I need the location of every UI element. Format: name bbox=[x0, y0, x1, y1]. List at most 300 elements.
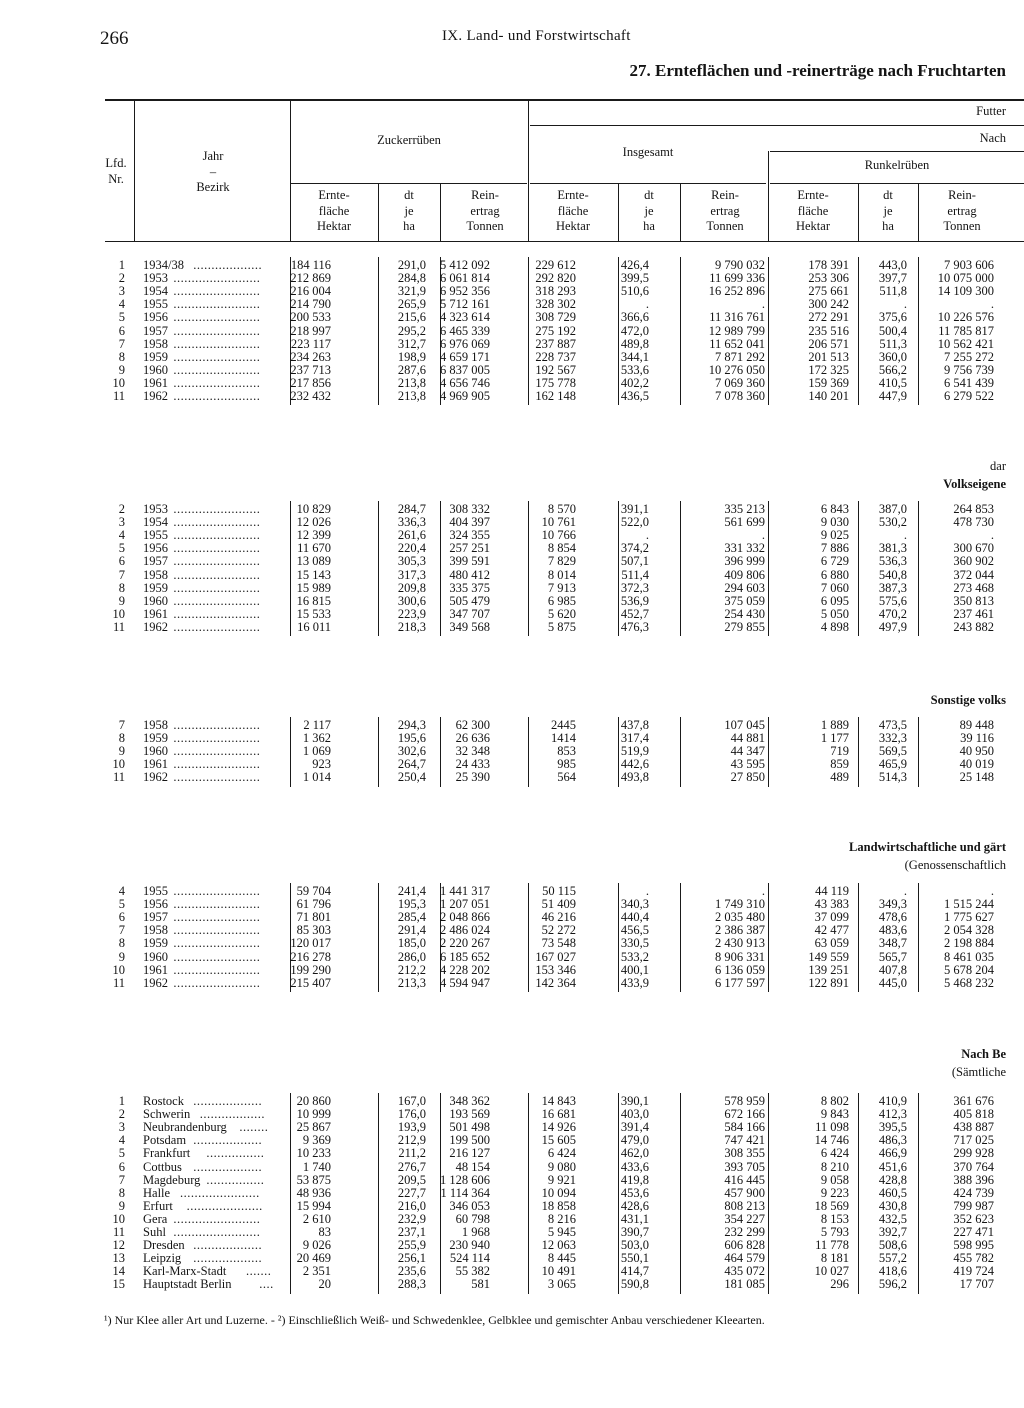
zucker-rule bbox=[291, 183, 527, 184]
leader-dots: ........................ bbox=[173, 310, 261, 325]
table-cell: 2 220 267 bbox=[440, 936, 490, 951]
row-number: 14 bbox=[112, 1264, 125, 1279]
row-number: 1 bbox=[118, 1094, 125, 1108]
table-cell: 256,1 bbox=[397, 1251, 426, 1266]
table-row bbox=[0, 1108, 1024, 1121]
table-cell: 4 898 bbox=[820, 619, 849, 634]
row-label: 1958 bbox=[143, 567, 168, 582]
header-jahr-bezirk: Jahr – Bezirk bbox=[196, 149, 230, 194]
table-cell: 9 025 bbox=[820, 528, 849, 543]
table-cell: 508,6 bbox=[878, 1238, 907, 1253]
table-cell: 5 678 204 bbox=[944, 962, 994, 977]
table-cell: 9 369 bbox=[302, 1133, 331, 1148]
table-cell: 122 891 bbox=[808, 975, 849, 990]
table-row bbox=[0, 259, 1024, 272]
table-cell: 73 548 bbox=[541, 936, 576, 951]
table-cell: 42 477 bbox=[814, 923, 849, 938]
table-cell: 407,8 bbox=[878, 962, 907, 977]
table-cell: . bbox=[990, 884, 994, 898]
table-cell: 5 875 bbox=[547, 619, 576, 634]
table-cell: 18 569 bbox=[814, 1198, 849, 1213]
table-cell: . bbox=[645, 297, 649, 312]
table-cell: 232,9 bbox=[397, 1211, 426, 1226]
table-cell: 10 276 050 bbox=[708, 362, 765, 377]
row-label: 1959 bbox=[143, 580, 168, 595]
row-number: 5 bbox=[118, 897, 125, 912]
leader-dots: ........................ bbox=[173, 949, 261, 964]
table-row bbox=[0, 719, 1024, 732]
table-cell: 8 802 bbox=[820, 1094, 849, 1108]
table-cell: 9 058 bbox=[820, 1172, 849, 1187]
table-cell: 403,0 bbox=[620, 1107, 649, 1122]
table-cell: 445,0 bbox=[878, 975, 907, 990]
table-cell: 533,6 bbox=[620, 362, 649, 377]
table-cell: 8 445 bbox=[547, 1251, 576, 1266]
header-rr-rein: Rein- ertrag Tonnen bbox=[943, 188, 981, 233]
row-number: 8 bbox=[118, 936, 125, 951]
leader-dots: ........................ bbox=[173, 910, 261, 925]
table-row bbox=[0, 911, 1024, 924]
table-cell: 352 623 bbox=[953, 1211, 994, 1226]
table-cell: 175 778 bbox=[535, 375, 576, 390]
table-cell: 172 325 bbox=[808, 362, 849, 377]
table-cell: 10 491 bbox=[541, 1264, 576, 1279]
table-cell: 390,1 bbox=[620, 1094, 649, 1108]
table-cell: 284,7 bbox=[397, 502, 426, 516]
table-cell: 287,6 bbox=[397, 362, 426, 377]
row-label: 1958 bbox=[143, 923, 168, 938]
table-cell: 308 355 bbox=[724, 1146, 765, 1161]
table-cell: 511,3 bbox=[879, 336, 907, 351]
table-cell: 372,3 bbox=[620, 580, 649, 595]
table-cell: 273 468 bbox=[953, 580, 994, 595]
row-number: 9 bbox=[118, 744, 125, 759]
leader-dots: ........................ bbox=[173, 284, 261, 299]
hdr-vline-8 bbox=[680, 183, 681, 241]
table-cell: 284,8 bbox=[397, 271, 426, 286]
table-cell: 514,3 bbox=[878, 770, 907, 785]
table-row bbox=[0, 1278, 1024, 1291]
table-cell: 214 790 bbox=[290, 297, 331, 312]
leader-dots: ........................ bbox=[173, 541, 261, 556]
table-cell: 83 bbox=[318, 1225, 331, 1239]
table-cell: 370 764 bbox=[953, 1159, 994, 1174]
table-cell: 20 bbox=[318, 1277, 331, 1292]
table-cell: 8 461 035 bbox=[944, 949, 994, 964]
table-cell: 550,1 bbox=[620, 1251, 649, 1266]
table-cell: 391,1 bbox=[620, 502, 649, 516]
table-cell: 426,4 bbox=[620, 258, 649, 272]
row-number: 9 bbox=[118, 949, 125, 964]
table-cell: 211,2 bbox=[398, 1146, 426, 1161]
table-cell: 7 903 606 bbox=[944, 258, 994, 272]
table-cell: 460,5 bbox=[878, 1185, 907, 1200]
table-cell: 275 661 bbox=[808, 284, 849, 299]
row-label: 1957 bbox=[143, 554, 168, 569]
table-cell: 565,7 bbox=[878, 949, 907, 964]
table-row bbox=[0, 377, 1024, 390]
table-cell: 11 778 bbox=[815, 1238, 849, 1253]
table-cell: 7 871 292 bbox=[715, 349, 765, 364]
table-cell: 470,2 bbox=[878, 606, 907, 621]
table-cell: 374,2 bbox=[620, 541, 649, 556]
table-cell: 51 409 bbox=[541, 897, 576, 912]
table-cell: 387,3 bbox=[878, 580, 907, 595]
table-cell: 747 421 bbox=[724, 1133, 765, 1148]
hdr-vline-4 bbox=[378, 183, 379, 241]
table-cell: 381,3 bbox=[878, 541, 907, 556]
table-cell: 536,3 bbox=[878, 554, 907, 569]
row-number: 5 bbox=[118, 541, 125, 556]
table-cell: 335 375 bbox=[449, 580, 490, 595]
table-cell: 237 887 bbox=[535, 336, 576, 351]
table-cell: 442,6 bbox=[620, 757, 649, 772]
leader-dots: ........................ bbox=[173, 897, 261, 912]
table-cell: 596,2 bbox=[878, 1277, 907, 1292]
table-cell: . bbox=[903, 528, 907, 543]
row-number: 5 bbox=[118, 310, 125, 325]
table-cell: 478,6 bbox=[878, 910, 907, 925]
leader-dots: ........................ bbox=[173, 362, 261, 377]
table-cell: 15 994 bbox=[296, 1198, 331, 1213]
page-number: 266 bbox=[100, 28, 129, 49]
table-cell: 447,9 bbox=[878, 389, 907, 403]
table-cell: 536,9 bbox=[620, 593, 649, 608]
table-cell: 410,5 bbox=[878, 375, 907, 390]
table-cell: 10 027 bbox=[814, 1264, 849, 1279]
table-cell: 216 004 bbox=[290, 284, 331, 299]
row-label: Suhl bbox=[143, 1225, 166, 1239]
table-cell: 9 843 bbox=[820, 1107, 849, 1122]
row-label: 1953 bbox=[143, 271, 168, 286]
header-rr-dt: dt je ha bbox=[882, 188, 894, 233]
table-cell: 12 026 bbox=[296, 515, 331, 530]
table-cell: 255,9 bbox=[397, 1238, 426, 1253]
table-cell: 159 369 bbox=[808, 375, 849, 390]
leader-dots: ................ bbox=[206, 1146, 265, 1161]
table-cell: 213,8 bbox=[397, 375, 426, 390]
table-row bbox=[0, 977, 1024, 990]
table-cell: 10 761 bbox=[541, 515, 576, 530]
row-number: 6 bbox=[118, 910, 125, 925]
table-cell: 436,5 bbox=[620, 389, 649, 403]
row-number: 10 bbox=[112, 606, 125, 621]
chapter-title: IX. Land- und Forstwirtschaft bbox=[442, 28, 631, 44]
table-cell: 1 749 310 bbox=[715, 897, 765, 912]
table-cell: 1 207 051 bbox=[440, 897, 490, 912]
table-cell: 503,0 bbox=[620, 1238, 649, 1253]
leader-dots: ........................ bbox=[173, 757, 261, 772]
table-cell: 44 347 bbox=[730, 744, 765, 759]
table-cell: 324 355 bbox=[449, 528, 490, 543]
table-row bbox=[0, 964, 1024, 977]
table-cell: 719 bbox=[830, 744, 849, 759]
table-cell: 25 867 bbox=[296, 1120, 331, 1135]
table-cell: 237 713 bbox=[290, 362, 331, 377]
table-cell: 437,8 bbox=[620, 718, 649, 732]
row-label: 1962 bbox=[143, 975, 168, 990]
table-cell: 923 bbox=[312, 757, 331, 772]
table-cell: 1 128 606 bbox=[440, 1172, 490, 1187]
table-cell: 7 913 bbox=[547, 580, 576, 595]
table-cell: 8 216 bbox=[547, 1211, 576, 1226]
table-cell: 300,6 bbox=[397, 593, 426, 608]
table-cell: 220,4 bbox=[397, 541, 426, 556]
table-cell: 213,3 bbox=[397, 975, 426, 990]
table-cell: 7 255 272 bbox=[944, 349, 994, 364]
table-cell: 11 098 bbox=[815, 1120, 849, 1135]
table-cell: 317,3 bbox=[397, 567, 426, 582]
table-cell: 8 570 bbox=[547, 502, 576, 516]
leader-dots: ........................ bbox=[173, 593, 261, 608]
table-cell: 264,7 bbox=[397, 757, 426, 772]
table-cell: 480 412 bbox=[449, 567, 490, 582]
table-cell: 2 430 913 bbox=[715, 936, 765, 951]
table-cell: 200 533 bbox=[290, 310, 331, 325]
table-cell: 335 213 bbox=[724, 502, 765, 516]
leader-dots: ........................ bbox=[173, 619, 261, 634]
table-cell: 409 806 bbox=[724, 567, 765, 582]
table-row bbox=[0, 582, 1024, 595]
table-cell: 181 085 bbox=[724, 1277, 765, 1292]
row-label: Magdeburg bbox=[143, 1172, 201, 1187]
table-cell: 24 433 bbox=[455, 757, 490, 772]
table-cell: 566,2 bbox=[878, 362, 907, 377]
table-cell: 419 724 bbox=[953, 1264, 994, 1279]
table-cell: 218 997 bbox=[290, 323, 331, 338]
leader-dots: ........................ bbox=[173, 271, 261, 286]
table-cell: 192 567 bbox=[535, 362, 576, 377]
row-label: 1954 bbox=[143, 284, 168, 299]
table-cell: 489 bbox=[830, 770, 849, 785]
table-cell: 13 089 bbox=[296, 554, 331, 569]
table-cell: 12 063 bbox=[541, 1238, 576, 1253]
table-cell: 456,5 bbox=[620, 923, 649, 938]
table-cell: 10 766 bbox=[541, 528, 576, 543]
row-number: 5 bbox=[118, 1146, 125, 1161]
table-cell: 6 095 bbox=[820, 593, 849, 608]
table-cell: 8 153 bbox=[820, 1211, 849, 1226]
table-cell: 440,4 bbox=[620, 910, 649, 925]
table-cell: 199 500 bbox=[449, 1133, 490, 1148]
row-number: 4 bbox=[118, 884, 125, 898]
table-cell: 853 bbox=[557, 744, 576, 759]
table-cell: 40 950 bbox=[959, 744, 994, 759]
table-cell: 328 302 bbox=[535, 297, 576, 312]
table-cell: 5 945 bbox=[547, 1225, 576, 1239]
row-label: 1960 bbox=[143, 744, 168, 759]
table-cell: 2 386 387 bbox=[715, 923, 765, 938]
table-cell: 300 242 bbox=[808, 297, 849, 312]
table-cell: 360,0 bbox=[878, 349, 907, 364]
leader-dots: ........................ bbox=[173, 336, 261, 351]
table-cell: 340,3 bbox=[620, 897, 649, 912]
table-cell: 46 216 bbox=[541, 910, 576, 925]
table-cell: 12 989 799 bbox=[708, 323, 765, 338]
table-cell: 5 712 161 bbox=[440, 297, 490, 312]
table-cell: 414,7 bbox=[620, 1264, 649, 1279]
table-cell: 1 177 bbox=[820, 731, 849, 746]
table-cell: 1 069 bbox=[302, 744, 331, 759]
table-cell: . bbox=[761, 884, 765, 898]
leader-dots: ........................ bbox=[173, 923, 261, 938]
table-cell: 62 300 bbox=[455, 718, 490, 732]
table-cell: 149 559 bbox=[808, 949, 849, 964]
table-cell: 264 853 bbox=[953, 502, 994, 516]
table-cell: 387,0 bbox=[878, 502, 907, 516]
table-cell: 107 045 bbox=[724, 718, 765, 732]
table-cell: 232 299 bbox=[724, 1225, 765, 1239]
table-cell: 9 223 bbox=[820, 1185, 849, 1200]
table-cell: 500,4 bbox=[878, 323, 907, 338]
table-cell: 392,7 bbox=[878, 1225, 907, 1239]
table-cell: 44 119 bbox=[815, 884, 849, 898]
table-cell: 346 053 bbox=[449, 1198, 490, 1213]
table-cell: 424 739 bbox=[953, 1185, 994, 1200]
table-cell: 511,4 bbox=[621, 567, 649, 582]
row-number: 1 bbox=[118, 258, 125, 272]
table-cell: 1414 bbox=[551, 731, 576, 746]
table-cell: 457 900 bbox=[724, 1185, 765, 1200]
header-top-rule bbox=[105, 99, 1024, 101]
table-cell: 228 737 bbox=[535, 349, 576, 364]
table-cell: 349 568 bbox=[449, 619, 490, 634]
table-cell: 390,7 bbox=[620, 1225, 649, 1239]
row-label: 1960 bbox=[143, 949, 168, 964]
table-cell: 308 332 bbox=[449, 502, 490, 516]
table-cell: 305,3 bbox=[397, 554, 426, 569]
table-cell: 2 048 866 bbox=[440, 910, 490, 925]
table-cell: 153 346 bbox=[535, 962, 576, 977]
table-cell: 253 306 bbox=[808, 271, 849, 286]
table-cell: 11 652 041 bbox=[709, 336, 765, 351]
table-row bbox=[0, 1265, 1024, 1278]
table-cell: 465,9 bbox=[878, 757, 907, 772]
table-row bbox=[0, 285, 1024, 298]
row-label: 1957 bbox=[143, 910, 168, 925]
table-cell: 348 362 bbox=[449, 1094, 490, 1108]
table-cell: 360 902 bbox=[953, 554, 994, 569]
leader-dots: ................... bbox=[193, 258, 263, 272]
row-label: 1959 bbox=[143, 731, 168, 746]
table-cell: 285,4 bbox=[397, 910, 426, 925]
table-cell: 366,6 bbox=[620, 310, 649, 325]
row-number: 3 bbox=[118, 515, 125, 530]
table-cell: 2 486 024 bbox=[440, 923, 490, 938]
table-cell: 10 233 bbox=[296, 1146, 331, 1161]
leader-dots: ........ bbox=[239, 1120, 269, 1135]
table-cell: 1 889 bbox=[820, 718, 849, 732]
header-ins-dt: dt je ha bbox=[643, 188, 655, 233]
table-cell: 288,3 bbox=[397, 1277, 426, 1292]
row-label: 1954 bbox=[143, 515, 168, 530]
table-cell: 234 263 bbox=[290, 349, 331, 364]
table-cell: 578 959 bbox=[724, 1094, 765, 1108]
row-number: 13 bbox=[112, 1251, 125, 1266]
table-cell: 1 740 bbox=[302, 1159, 331, 1174]
table-cell: 2 117 bbox=[303, 718, 331, 732]
header-ins-rein: Rein- ertrag Tonnen bbox=[706, 188, 744, 233]
row-number: 10 bbox=[112, 962, 125, 977]
table-cell: 7 060 bbox=[820, 580, 849, 595]
leader-dots: ........................ bbox=[173, 744, 261, 759]
table-cell: 1 014 bbox=[302, 770, 331, 785]
table-cell: 569,5 bbox=[878, 744, 907, 759]
leader-dots: ................... bbox=[193, 1133, 263, 1148]
table-cell: 8 014 bbox=[547, 567, 576, 582]
leader-dots: ........................ bbox=[173, 1211, 261, 1226]
row-number: 7 bbox=[118, 1172, 125, 1187]
row-label: 1955 bbox=[143, 297, 168, 312]
table-cell: 312,7 bbox=[397, 336, 426, 351]
table-cell: 476,3 bbox=[620, 619, 649, 634]
row-number: 9 bbox=[118, 1198, 125, 1213]
table-cell: 18 858 bbox=[541, 1198, 576, 1213]
table-cell: 279 855 bbox=[724, 619, 765, 634]
leader-dots: ........................ bbox=[173, 606, 261, 621]
row-number: 4 bbox=[118, 528, 125, 543]
table-cell: 7 886 bbox=[820, 541, 849, 556]
footnote: ¹) Nur Klee aller Art und Luzerne. - ²) Einschließlich Weiß- und Schwedenklee, Gelbklee und gemischter Anbau verschiedener Kleearten. bbox=[104, 1313, 765, 1327]
table-cell: 199 290 bbox=[290, 962, 331, 977]
section-title-line: Sonstige volks bbox=[930, 693, 1006, 707]
table-cell: 433,6 bbox=[620, 1159, 649, 1174]
leader-dots: .................. bbox=[199, 1107, 266, 1122]
table-cell: 530,2 bbox=[878, 515, 907, 530]
section-title-line: dar bbox=[990, 459, 1006, 473]
leader-dots: ...................... bbox=[180, 1185, 260, 1200]
hdr-vline-5 bbox=[440, 183, 441, 241]
table-cell: 2 351 bbox=[302, 1264, 331, 1279]
table-cell: 10 562 421 bbox=[937, 336, 994, 351]
table-cell: 393 705 bbox=[724, 1159, 765, 1174]
table-cell: 167,0 bbox=[397, 1094, 426, 1108]
table-cell: 11 316 761 bbox=[709, 310, 765, 325]
table-cell: 1 775 627 bbox=[944, 910, 994, 925]
table-cell: 590,8 bbox=[620, 1277, 649, 1292]
table-cell: 243 882 bbox=[953, 619, 994, 634]
table-cell: 483,6 bbox=[878, 923, 907, 938]
table-cell: 12 399 bbox=[296, 528, 331, 543]
row-label: 1953 bbox=[143, 502, 168, 516]
table-cell: 540,8 bbox=[878, 567, 907, 582]
table-cell: 416 445 bbox=[724, 1172, 765, 1187]
table-cell: 510,6 bbox=[620, 284, 649, 299]
table-row bbox=[0, 937, 1024, 950]
table-cell: 206 571 bbox=[808, 336, 849, 351]
table-row bbox=[0, 325, 1024, 338]
table-cell: 11 785 817 bbox=[938, 323, 994, 338]
row-number: 8 bbox=[118, 349, 125, 364]
table-cell: . bbox=[903, 884, 907, 898]
table-cell: 43 383 bbox=[814, 897, 849, 912]
table-cell: 404 397 bbox=[449, 515, 490, 530]
table-row bbox=[0, 595, 1024, 608]
table-cell: 216 127 bbox=[449, 1146, 490, 1161]
table-cell: 6 185 652 bbox=[440, 949, 490, 964]
table-cell: 212,2 bbox=[397, 962, 426, 977]
table-row bbox=[0, 1187, 1024, 1200]
table-cell: 350 813 bbox=[953, 593, 994, 608]
table-cell: 229 612 bbox=[535, 258, 576, 272]
leader-dots: ........................ bbox=[173, 580, 261, 595]
table-cell: 37 099 bbox=[814, 910, 849, 925]
table-cell: 348,7 bbox=[878, 936, 907, 951]
table-cell: 581 bbox=[471, 1277, 490, 1292]
leader-dots: ........................ bbox=[173, 1225, 261, 1239]
table-row bbox=[0, 924, 1024, 937]
row-number: 11 bbox=[112, 389, 125, 403]
